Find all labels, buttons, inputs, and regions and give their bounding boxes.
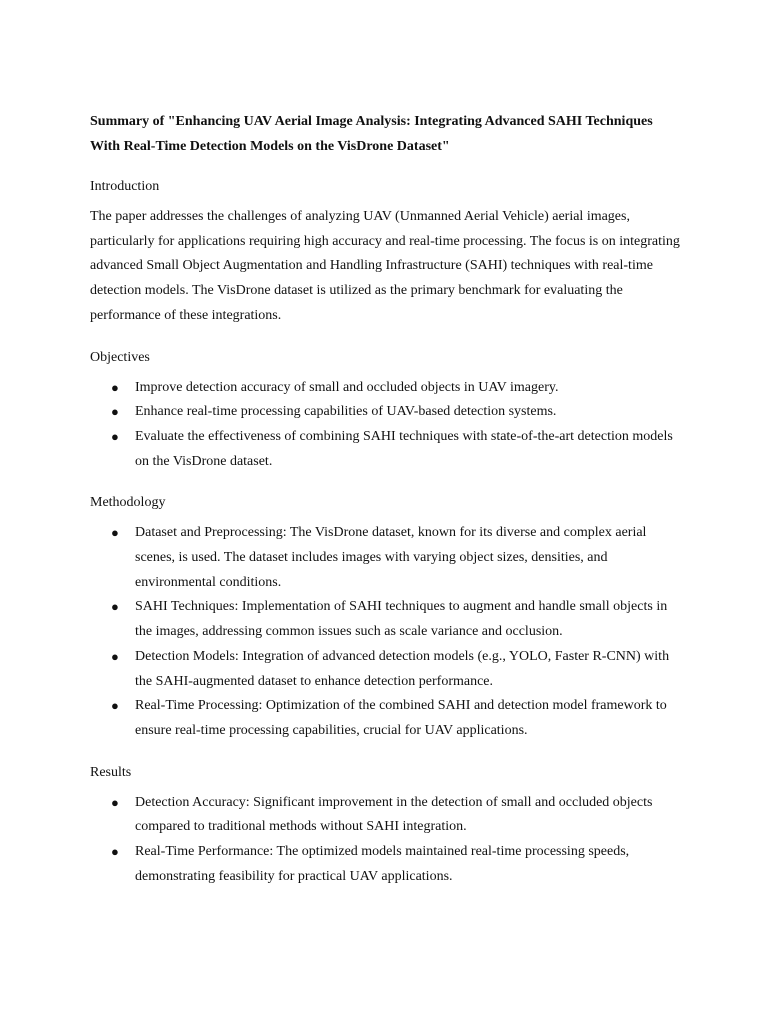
document-page [90,109,680,906]
introduction-paragraph: The paper addresses the challenges of analyzing UAV (Unmanned Aerial Vehicle) aerial images, particularly for applications requiring high accuracy and real-time processing. The focus is on integrating advanced Small Object Augmentation and Handling Infrastructure (SAHI) techniques with real-time detection models. The VisDrone dataset is utilized as the primary benchmark for evaluating the performance of these integrations. [90,209,680,323]
bullet-icon: ● [111,428,119,444]
bullet-icon: ● [111,599,119,615]
list-item-text: Dataset and Preprocessing: The VisDrone dataset, known for its diverse and complex aerial scenes, is used. The dataset includes images with varying object sizes, densities, and environmental conditions. [135,525,647,590]
bullet-icon: ● [111,844,119,860]
methodology-heading: Methodology [90,495,166,511]
bullet-icon: ● [111,648,119,664]
bullet-icon: ● [111,525,119,541]
list-item [90,521,680,595]
document-title: Summary of "Enhancing UAV Aerial Image Analysis: Integrating Advanced SAHI Techniques With Real-Time Detection Models on the VisDrone Dataset" [90,114,653,154]
list-item [90,400,680,425]
objectives-heading: Objectives [90,349,150,365]
results-list [90,791,680,890]
bullet-icon: ● [111,794,119,810]
results-heading: Results [90,764,132,780]
bullet-icon: ● [111,698,119,714]
list-item [90,840,680,889]
list-item-text: Enhance real-time processing capabilities of UAV-based detection systems. [135,404,557,420]
list-item-text: Evaluate the effectiveness of combining SAHI techniques with state-of-the-art detection models on the VisDrone dataset. [135,428,673,469]
list-item-text: Detection Accuracy: Significant improvement in the detection of small and occluded objects compared to traditional methods without SAHI integration. [135,794,653,835]
list-item-text: Detection Models: Integration of advanced detection models (e.g., YOLO, Faster R-CNN) with the SAHI-augmented dataset to enhance detection performance. [135,648,670,689]
bullet-icon: ● [111,404,119,420]
methodology-list [90,521,680,743]
list-item [90,595,680,644]
bullet-icon: ● [111,379,119,395]
introduction-heading: Introduction [90,179,160,194]
list-item [90,791,680,840]
list-item [90,425,680,474]
list-item-text: SAHI Techniques: Implementation of SAHI techniques to augment and handle small objects in the images, addressing common issues such as scale variance and occlusion. [135,599,668,640]
list-item-text: Real-Time Performance: The optimized models maintained real-time processing speeds, demonstrating feasibility for practical UAV applications. [135,844,630,884]
list-item [90,694,680,743]
list-item [90,645,680,694]
list-item-text: Real-Time Processing: Optimization of the combined SAHI and detection model framework to ensure real-time processing capabilities, crucial for UAV applications. [135,698,667,738]
list-item-text: Improve detection accuracy of small and occluded objects in UAV imagery. [135,379,559,395]
objectives-list [90,376,680,475]
list-item [90,376,680,401]
